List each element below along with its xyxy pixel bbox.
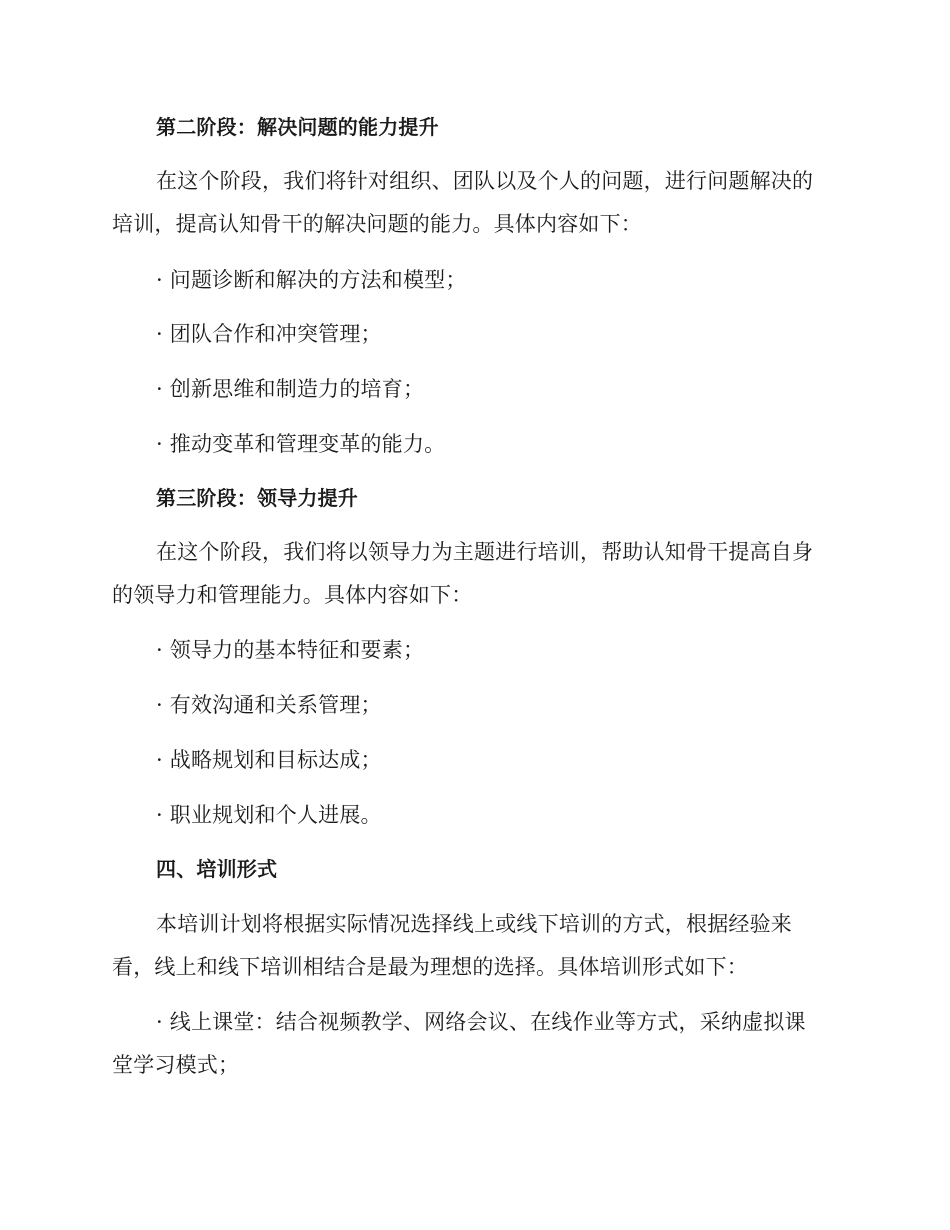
section2-intro-line2: 培训，提高认知骨干的解决问题的能力。具体内容如下： <box>112 212 642 236</box>
section4-heading: 四、培训形式 <box>156 857 278 881</box>
section4-bullet-1-line2: 堂学习模式； <box>112 1053 240 1077</box>
section2-bullet-2: · 团队合作和冲突管理； <box>156 322 382 346</box>
section3-intro-line1: 在这个阶段，我们将以领导力为主题进行培训，帮助认知骨干提高自身 <box>156 540 814 564</box>
section4-bullet-1-line1: · 线上课堂：结合视频教学、网络会议、在线作业等方式，采纳虚拟课 <box>156 1010 806 1034</box>
section3-bullet-1: · 领导力的基本特征和要素； <box>156 638 425 662</box>
section3-bullet-4: · 职业规划和个人进展。 <box>156 803 382 827</box>
section4-intro-line1: 本培训计划将根据实际情况选择线上或线下培训的方式，根据经验来 <box>156 912 792 936</box>
section2-bullet-1: · 问题诊断和解决的方法和模型； <box>156 268 467 292</box>
section2-bullet-4: · 推动变革和管理变革的能力。 <box>156 432 446 456</box>
section2-intro-line1: 在这个阶段，我们将针对组织、团队以及个人的问题，进行问题解决的 <box>156 169 814 193</box>
section2-bullet-3: · 创新思维和制造力的培育； <box>156 377 425 401</box>
section3-intro-line2: 的领导力和管理能力。具体内容如下： <box>112 583 473 607</box>
section3-bullet-3: · 战略规划和目标达成； <box>156 748 382 772</box>
section3-bullet-2: · 有效沟通和关系管理； <box>156 693 382 717</box>
section2-heading: 第二阶段：解决问题的能力提升 <box>156 115 439 139</box>
section4-intro-line2: 看，线上和线下培训相结合是最为理想的选择。具体培训形式如下： <box>112 955 748 979</box>
section3-heading: 第三阶段：领导力提升 <box>156 486 358 510</box>
